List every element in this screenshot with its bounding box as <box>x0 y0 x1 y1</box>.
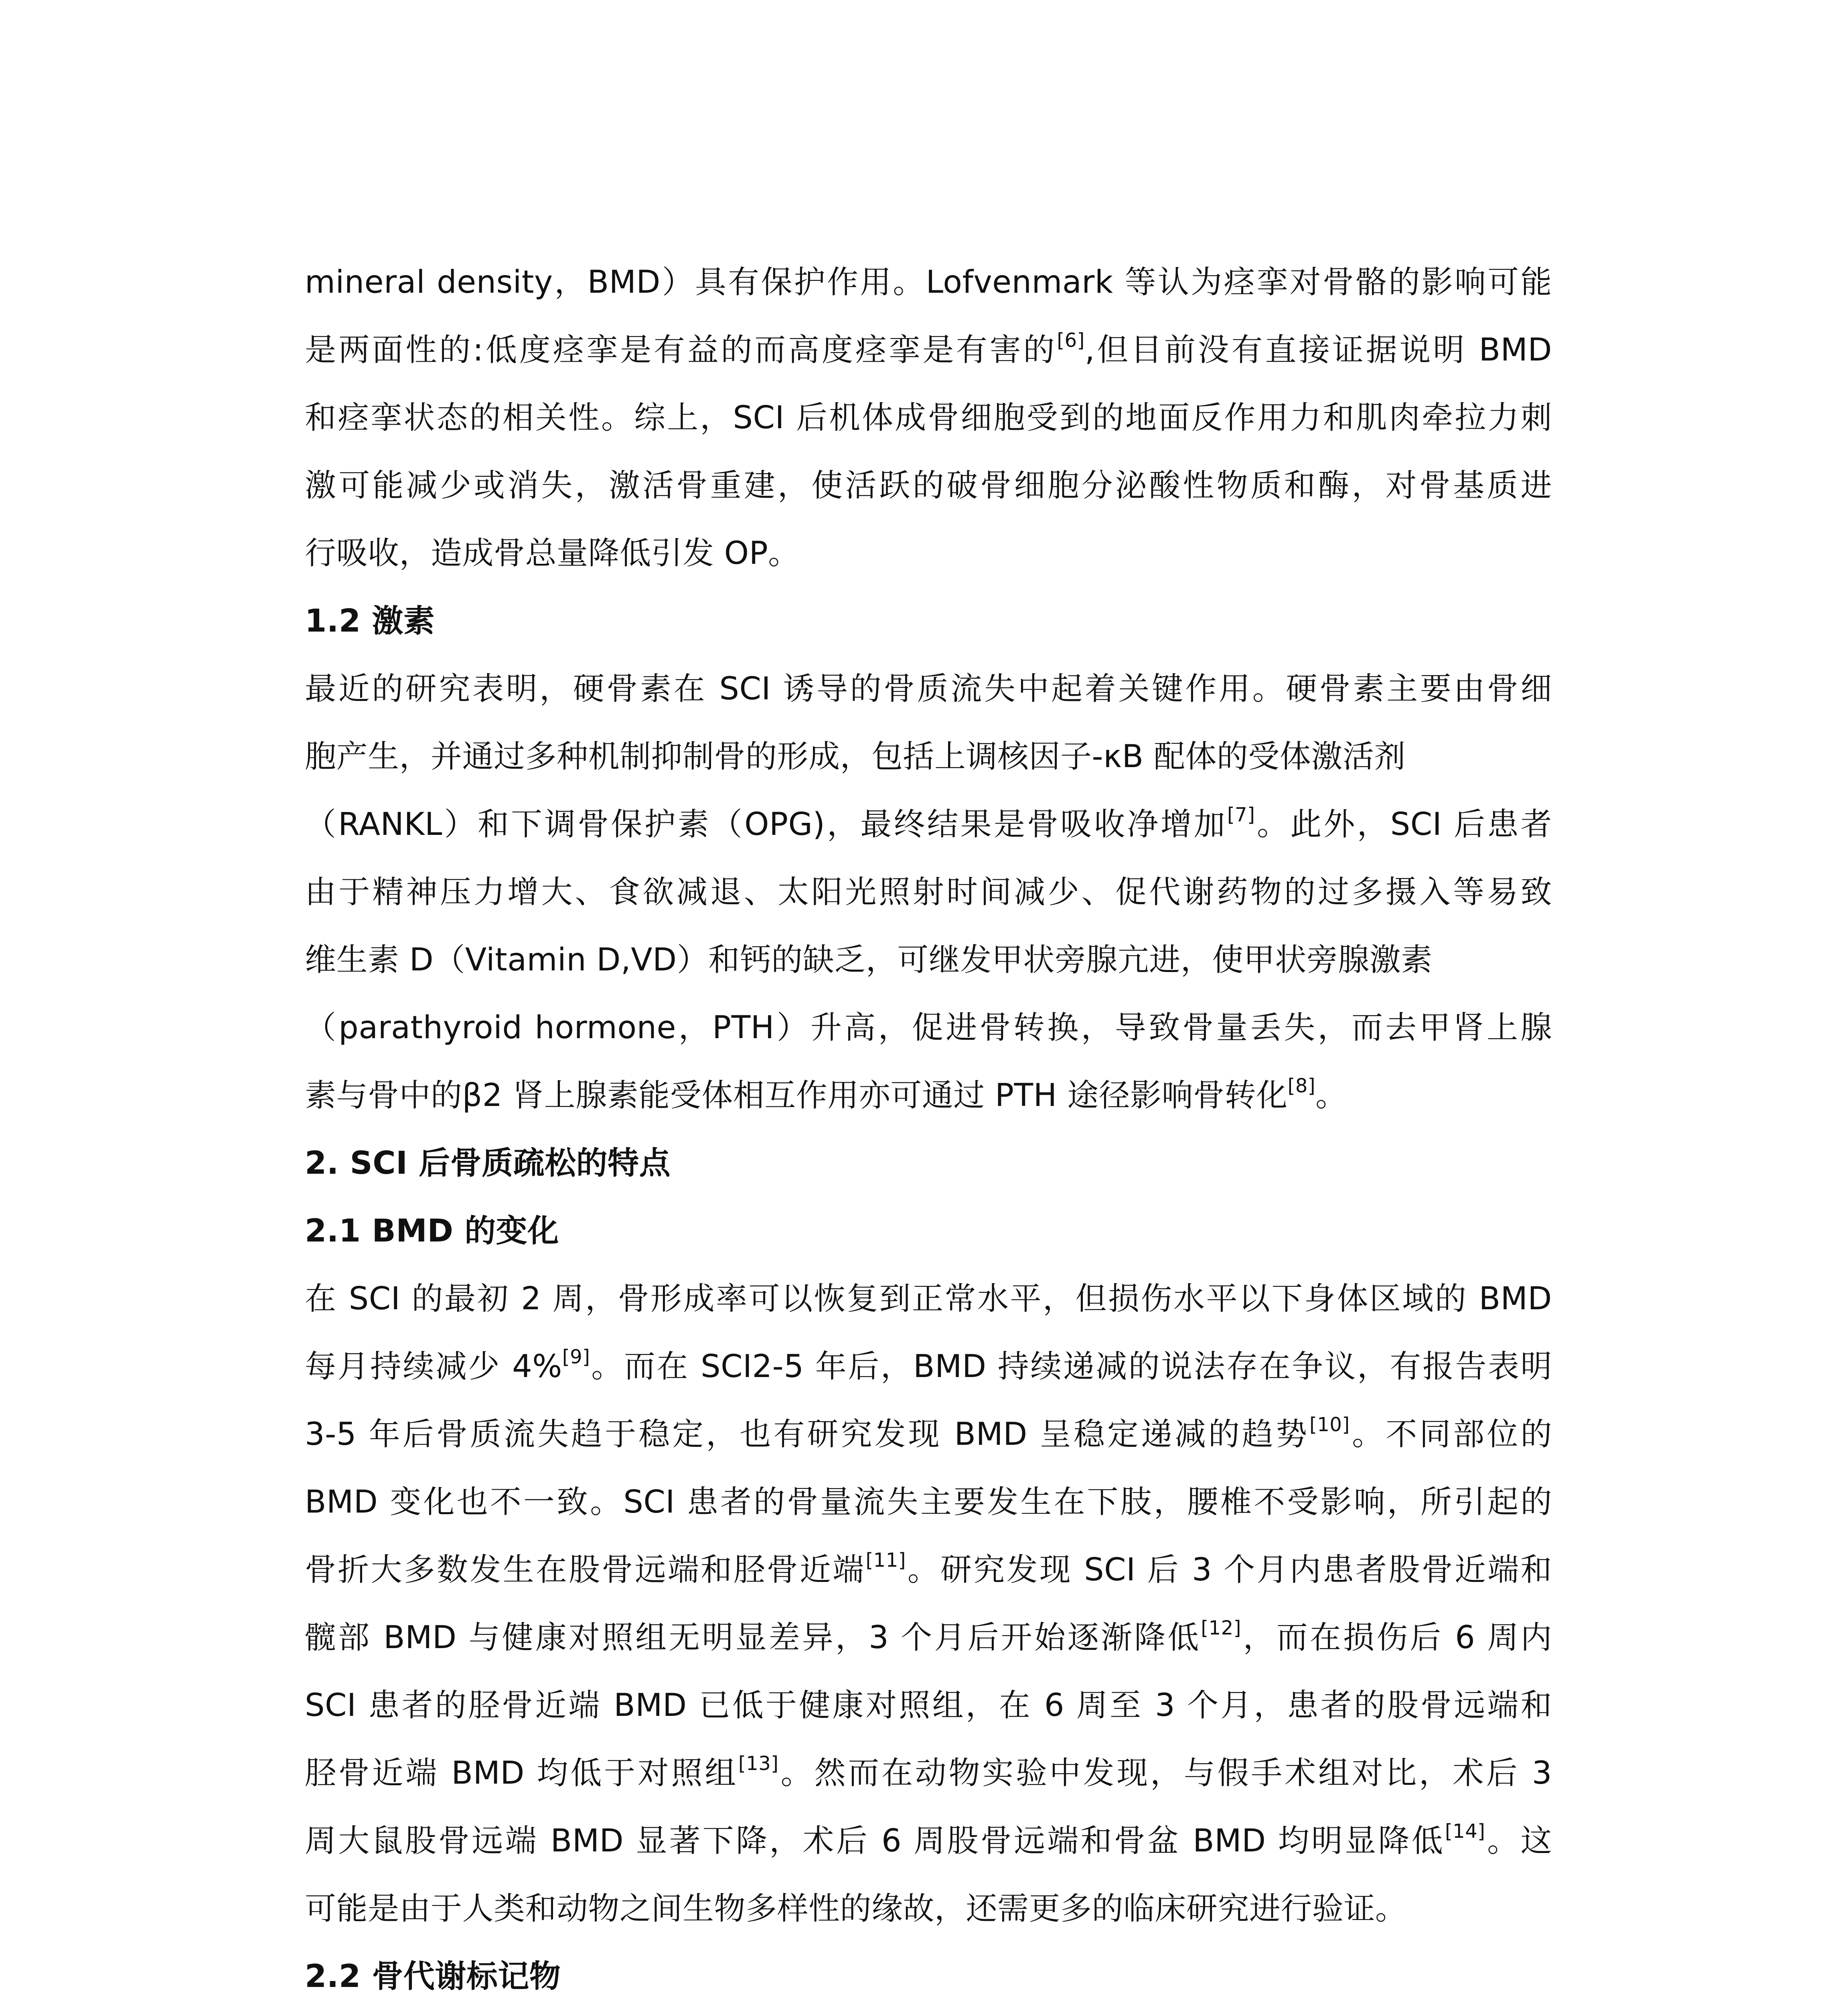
citation-ref: [10] <box>1309 1414 1350 1436</box>
text-segment: ，而在损伤后 6 周内 <box>1241 1620 1552 1656</box>
section-heading <box>305 1943 1552 2005</box>
paragraph-line <box>305 316 1552 384</box>
paragraph-line <box>305 384 1552 452</box>
text-segment: 周大鼠股骨远端 BMD 显著下降，术后 6 周股骨远端和骨盆 BMD 均明显降低 <box>305 1823 1445 1859</box>
citation-ref: [11] <box>865 1549 906 1572</box>
text-segment: 。此外，SCI 后患者 <box>1255 806 1552 843</box>
text-segment: 是两面性的:低度痉挛是有益的而高度痉挛是有害的 <box>305 332 1057 368</box>
text-segment: 激可能减少或消失，激活骨重建，使活跃的破骨细胞分泌酸性物质和酶，对骨基质进 <box>305 468 1552 504</box>
text-segment: 。 <box>1315 1077 1347 1114</box>
paragraph-line <box>305 1807 1552 1875</box>
text-segment: 2. SCI 后骨质疏松的特点 <box>305 1145 671 1181</box>
text-segment: ,但目前没有直接证据说明 BMD <box>1084 332 1552 368</box>
paragraph-line <box>305 1468 1552 1536</box>
paragraph-line <box>305 1401 1552 1468</box>
paragraph-line <box>305 1604 1552 1672</box>
paragraph-line <box>305 859 1552 926</box>
text-segment: 在 SCI 的最初 2 周，骨形成率可以恢复到正常水平，但损伤水平以下身体区域的 BMD <box>305 1281 1552 1317</box>
section-heading <box>305 587 1552 655</box>
text-segment: 每月持续减少 4% <box>305 1349 562 1385</box>
paragraph-line <box>305 655 1552 723</box>
text-segment: 胞产生，并通过多种机制抑制骨的形成，包括上调核因子-κB 配体的受体激活剂 <box>305 739 1406 775</box>
text-segment: 3-5 年后骨质流失趋于稳定，也有研究发现 BMD 呈稳定递减的趋势 <box>305 1416 1310 1452</box>
paragraph-line <box>305 723 1552 791</box>
text-segment: 2.2 骨代谢标记物 <box>305 1958 561 1995</box>
text-segment: 行吸收，造成骨总量降低引发 OP。 <box>305 535 800 571</box>
citation-ref: [6] <box>1057 329 1085 352</box>
text-segment: 。然而在动物实验中发现，与假手术组对比，术后 3 <box>778 1755 1552 1791</box>
paragraph-line <box>305 994 1552 1062</box>
text-segment: 1.2 激素 <box>305 603 435 639</box>
text-segment: 最近的研究表明，硬骨素在 SCI 诱导的骨质流失中起着关键作用。硬骨素主要由骨细 <box>305 671 1552 707</box>
paragraph-line <box>305 452 1552 520</box>
text-segment: 骨折大多数发生在股骨远端和胫骨近端 <box>305 1552 866 1588</box>
text-segment: （parathyroid hormone，PTH）升高，促进骨转换，导致骨量丢失，而去甲肾上腺 <box>305 1010 1552 1046</box>
text-segment: 。研究发现 SCI 后 3 个月内患者股骨近端和 <box>906 1552 1552 1588</box>
document-body <box>305 249 1552 2005</box>
text-segment: 由于精神压力增大、食欲减退、太阳光照射时间减少、促代谢药物的过多摄入等易致 <box>305 874 1552 910</box>
citation-ref: [7] <box>1227 804 1255 826</box>
text-segment: mineral density，BMD）具有保护作用。Lofvenmark 等认为痉挛对骨骼的影响可能 <box>305 264 1552 300</box>
text-segment: 胫骨近端 BMD 均低于对照组 <box>305 1755 738 1791</box>
paragraph-line <box>305 926 1552 994</box>
text-segment: 和痉挛状态的相关性。综上，SCI 后机体成骨细胞受到的地面反作用力和肌肉牵拉力刺 <box>305 400 1552 436</box>
citation-ref: [9] <box>562 1346 590 1368</box>
paragraph-line <box>305 249 1552 316</box>
citation-ref: [8] <box>1287 1075 1316 1097</box>
text-segment: 。而在 SCI2-5 年后，BMD 持续递减的说法存在争议，有报告表明 <box>590 1349 1552 1385</box>
text-segment: 髋部 BMD 与健康对照组无明显差异，3 个月后开始逐渐降低 <box>305 1620 1201 1656</box>
paragraph-line <box>305 1740 1552 1807</box>
citation-ref: [13] <box>738 1752 779 1775</box>
text-segment: 。这 <box>1485 1823 1552 1859</box>
text-segment: （RANKL）和下调骨保护素（OPG)，最终结果是骨吸收净增加 <box>305 806 1227 843</box>
text-segment: 。不同部位的 <box>1350 1416 1552 1452</box>
paragraph-line <box>305 1536 1552 1604</box>
section-heading <box>305 1197 1552 1265</box>
text-segment: 素与骨中的β2 肾上腺素能受体相互作用亦可通过 PTH 途径影响骨转化 <box>305 1077 1288 1114</box>
text-segment: SCI 患者的胫骨近端 BMD 已低于健康对照组，在 6 周至 3 个月，患者的股骨远端和 <box>305 1687 1552 1723</box>
text-segment: 2.1 BMD 的变化 <box>305 1213 559 1249</box>
paragraph-line <box>305 1875 1552 1943</box>
paragraph-line <box>305 1672 1552 1740</box>
paragraph-line <box>305 1265 1552 1333</box>
citation-ref: [14] <box>1445 1820 1485 1843</box>
text-segment: 维生素 D（Vitamin D,VD）和钙的缺乏，可继发甲状旁腺亢进，使甲状旁腺激素 <box>305 942 1433 978</box>
citation-ref: [12] <box>1201 1617 1241 1639</box>
text-segment: 可能是由于人类和动物之间生物多样性的缘故，还需更多的临床研究进行验证。 <box>305 1891 1407 1927</box>
paragraph-line <box>305 520 1552 587</box>
text-segment: BMD 变化也不一致。SCI 患者的骨量流失主要发生在下肢，腰椎不受影响，所引起的 <box>305 1484 1552 1520</box>
paragraph-line <box>305 1062 1552 1130</box>
paragraph-line <box>305 1333 1552 1401</box>
paragraph-line <box>305 791 1552 859</box>
section-heading <box>305 1130 1552 1197</box>
